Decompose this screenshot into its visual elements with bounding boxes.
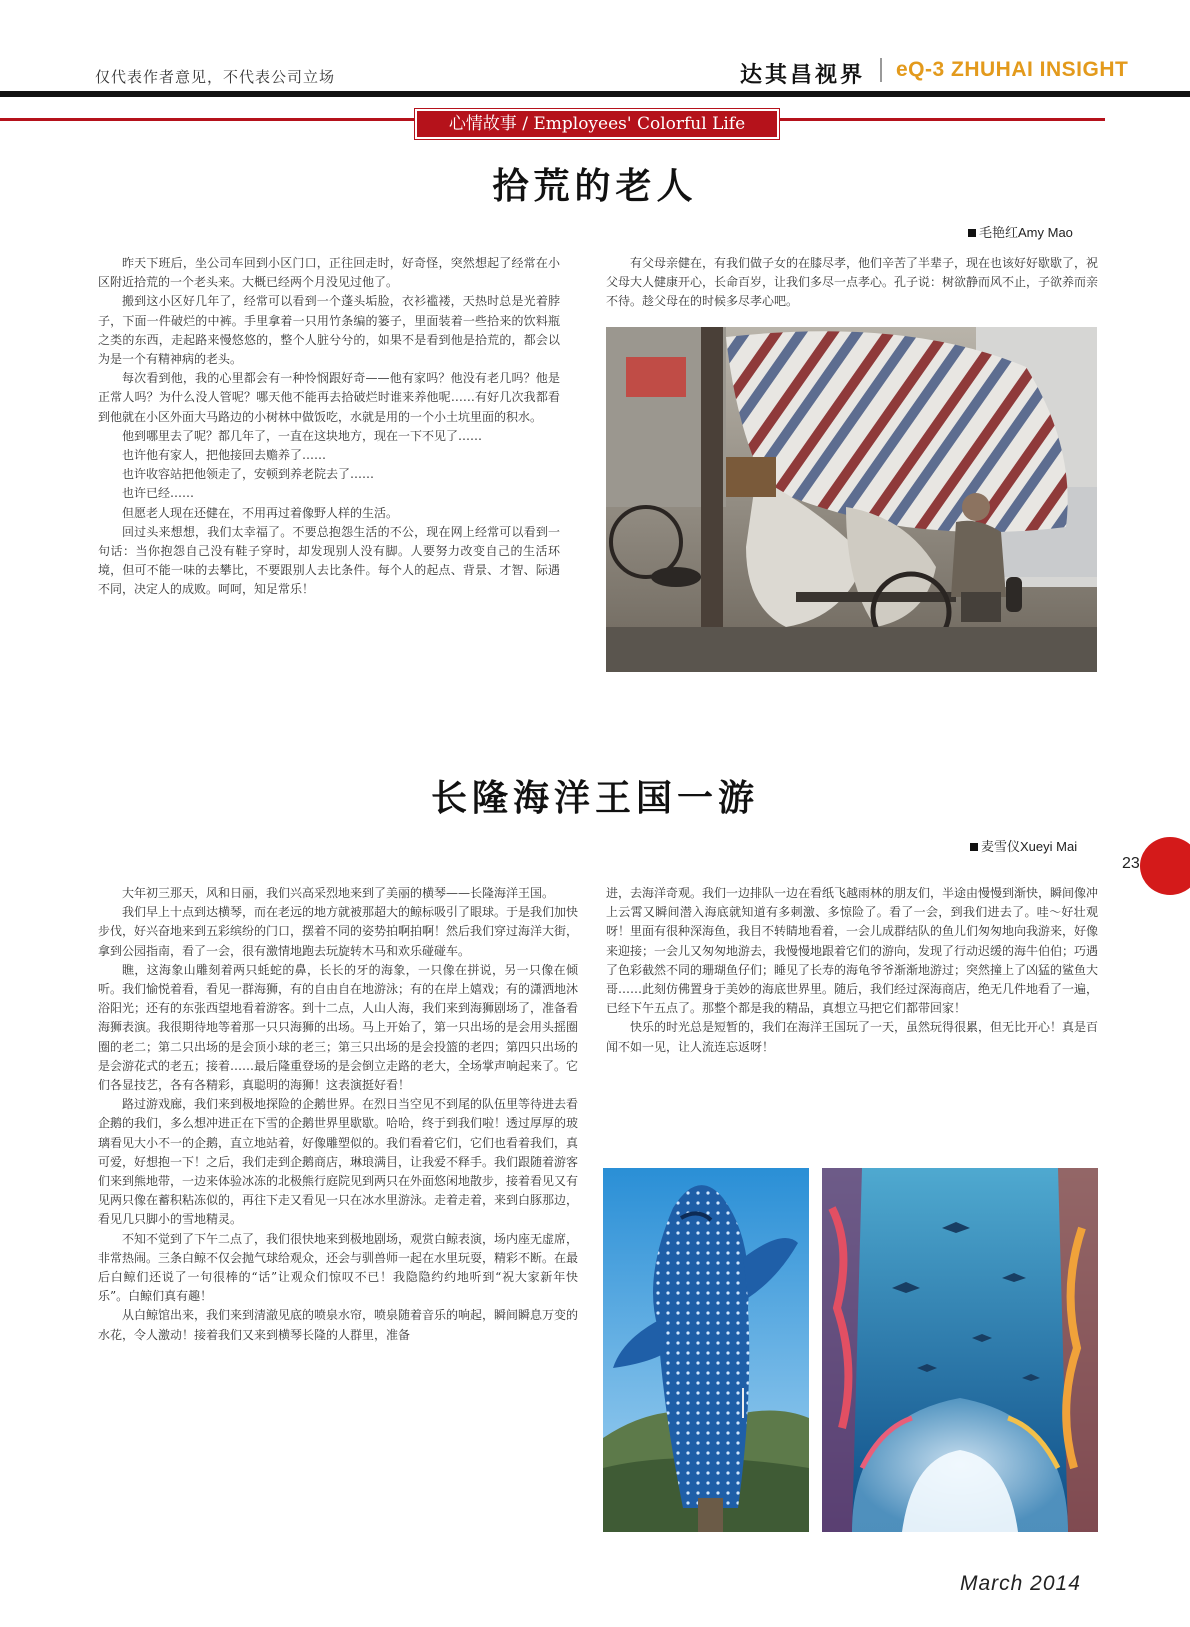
article2-column1 xyxy=(98,884,578,1345)
article2-title: 长隆海洋王国一游 xyxy=(430,777,759,819)
article2-paragraph: 我们早上十点到达横琴，而在老远的地方就被那超大的鲸标吸引了眼球。于是我们加快步伐，好兴奋地来到五彩缤纷的门口，摆着不同的姿势拍啊拍啊！然后我们穿过海洋大街，拿到公园指南，看了一会，很有激情地跑去玩旋转木马和欢乐碰碰车。 xyxy=(98,905,579,958)
masthead-english: eQ-3 ZHUHAI INSIGHT xyxy=(896,58,1129,81)
article1-paragraph: 也许已经…… xyxy=(122,486,195,501)
article1-paragraph: 但愿老人现在还健在，不用再过着像野人样的生活。 xyxy=(122,505,399,520)
photo-aquarium-tunnel xyxy=(822,1168,1098,1532)
masthead-chinese: 达其昌视界 xyxy=(740,62,866,88)
article1-paragraph: 回过头来想想，我们太幸福了。不要总抱怨生活的不公，现在网上经常可以看到一句话：当你抱怨自己没有鞋子穿时，却发现别人没有脚。人要努力改变自己的生活环境，但可不能一味的去攀比，不要跟别人去比条件。每个人的起点、背景、才智、际遇不同，决定人的成败。呵呵，知足常乐！ xyxy=(98,524,560,597)
article2-paragraph: 大年初三那天，风和日丽，我们兴高采烈地来到了美丽的横琴——长隆海洋王国。 xyxy=(122,886,555,900)
photo-old-man-scavenger xyxy=(606,327,1097,672)
article2-column2 xyxy=(606,884,1098,1057)
article1-paragraph: 搬到这小区好几年了，经常可以看到一个蓬头垢脸，衣衫褴褛，天热时总是光着脖子，下面一件破烂的中裤。手里拿着一只用竹条编的篓子，里面装着一些拾来的饮料瓶之类的东西，走起路来慢悠悠的，整个人脏兮兮的，如果不是看到他是拾荒的，都会以为是一个有精神病的老头。 xyxy=(98,294,560,367)
article2-paragraph: 进，去海洋奇观。我们一边排队一边在看纸飞越雨林的朋友们，半途由慢慢到渐快，瞬间像冲上云霄又瞬间潜入海底就知道有多刺激、多惊险了。看了一会，到我们进去了。哇～好壮观呀！里面有很种深海鱼，我目不转睛地看着，一会儿成群结队的鱼儿们匆匆地向我游来，好像来迎接；一会儿又匆匆地游去，我慢慢地跟着它们的游向，发现了行动迟缓的海牛伯伯；巧遇了色彩截然不同的珊瑚鱼仔们；睡见了长寿的海龟爷爷渐渐地游过；突然撞上了凶猛的鲨鱼大哥……此刻仿佛置身于美妙的海底世界里。随后，我们经过深海商店，绝无几件地看了一遍，已经下午五点了。那整个都是我的精品，真想立马把它们都带回家！ xyxy=(606,886,1099,1016)
article2-paragraph: 不知不觉到了下午二点了，我们很快地来到极地剧场，观赏白鲸表演，场内座无虚席，非常热闹。三条白鲸不仅会抛气球给观众，还会与驯兽师一起在水里玩耍，精彩不断。在最后白鲸们还说了一句很棒的“话”让观众们惊叹不已！我隐隐约约地听到“祝大家新年快乐”。白鲸们真有趣！ xyxy=(98,1231,579,1304)
article1-paragraph: 每次看到他，我的心里都会有一种怜悯跟好奇——他有家吗？他没有老几吗？他是正常人吗？为什么没人管呢？哪天他不能再去拾破烂时谁来养他呢……有好几次我都看到他就在小区外面大马路边的小树林中做饭吃，水就是用的一个小土坑里面的积水。 xyxy=(98,371,560,424)
article1-title: 拾荒的老人 xyxy=(492,165,698,207)
article1-column2 xyxy=(606,254,1098,312)
section-banner: 心情故事 / Employees' Colorful Life xyxy=(415,109,779,139)
article1-paragraph: 也许他有家人，把他接回去赡养了…… xyxy=(122,448,327,463)
article1-byline: 毛艳红Amy Mao xyxy=(968,222,1073,241)
article2-paragraph: 路过游戏廊，我们来到极地探险的企鹅世界。在烈日当空见不到尾的队伍里等待进去看企鹅的我们，多么想冲进正在下雪的企鹅世界里歇歇。哈哈，终于到我们啦！透过厚厚的玻璃看见大小不一的企鹅，直立地站着，好像雕塑似的。我们看着它们，它们也看着我们，真可爱，好想抱一下！之后，我们走到企鹅商店，琳琅满目，让我爱不释手。我们跟随着游客们来到熊地带，一边来体验冰冻的北极熊行庭院见到两只在外面悠闲地散步，接着看见又有见两只像在蓄积粘冻似的，再往下走又看见一只在冰水里游泳。走着走着，来到白豚那边，看见几只脚小的雪地精灵。 xyxy=(98,1097,579,1227)
aquarium-illustration xyxy=(822,1168,1098,1532)
photo-whale-shark-sculpture xyxy=(603,1168,809,1532)
article2-paragraph: 瞧，这海象山雕刻着两只蚝蛇的鼻，长长的牙的海象，一只像在拼说，另一只像在倾听。我们愉悦着看，看见一群海狮，有的自由自在地游泳；有的在岸上嬉戏；有的潇洒地沐浴阳光；还有的东张西望地看着游客。到十二点，人山人海，我们来到海狮剧场了，准备看海狮表演。我很期待地等着那一只只海狮的出场。马上开始了，第一只出场的是会用头摇圈圈的老二；第二只出场的是会顶小球的老三；第三只出场的是会投篮的老四；第四只出场的是会游花式的老五；接着……最后隆重登场的是会倒立走路的老大，全场掌声响起来了。它们各显技艺，各有各精彩，真聪明的海狮！这表演挺好看！ xyxy=(98,962,579,1093)
page-number: 23 xyxy=(1122,855,1140,872)
issue-date: March 2014 xyxy=(960,1572,1081,1595)
whale-shark-illustration xyxy=(603,1168,809,1532)
header-rule xyxy=(0,91,1190,97)
header-disclaimer: 仅代表作者意见，不代表公司立场 xyxy=(95,68,336,86)
masthead-separator xyxy=(880,58,882,82)
article1-paragraph: 也许收容站把他领走了，安顿到养老院去了…… xyxy=(122,467,375,482)
article1-paragraph: 昨天下班后，坐公司车回到小区门口，正往回走时，好奇怪，突然想起了经常在小区附近拾荒的一个老头来。大概已经两个月没见过他了。 xyxy=(98,256,560,290)
page-tab-marker xyxy=(1140,837,1190,895)
article2-paragraph: 快乐的时光总是短暂的，我们在海洋王国玩了一天，虽然玩得很累，但无比开心！真是百闻不如一见，让人流连忘返呀！ xyxy=(606,1020,1099,1054)
article2-paragraph: 从白鲸馆出来，我们来到清澈见底的喷泉水帘，喷泉随着音乐的响起，瞬间瞬息万变的水花，令人激动！接着我们又来到横琴长隆的人群里，准备 xyxy=(98,1308,579,1342)
photo-old-man-illustration xyxy=(606,327,1097,672)
article2-byline: 麦雪仪Xueyi Mai xyxy=(970,836,1077,855)
article1-paragraph: 有父母亲健在，有我们做子女的在膝尽孝，他们辛苦了半辈子，现在也该好好歇歇了，祝父母大人健康开心，长命百岁，让我们多尽一点孝心。孔子说：树欲静而风不止，子欲养而亲不待。趁父母在的时候多尽孝心吧。 xyxy=(606,256,1099,309)
article1-paragraph: 他到哪里去了呢？都几年了，一直在这块地方，现在一下不见了…… xyxy=(122,428,483,443)
article1-column1 xyxy=(98,254,560,600)
